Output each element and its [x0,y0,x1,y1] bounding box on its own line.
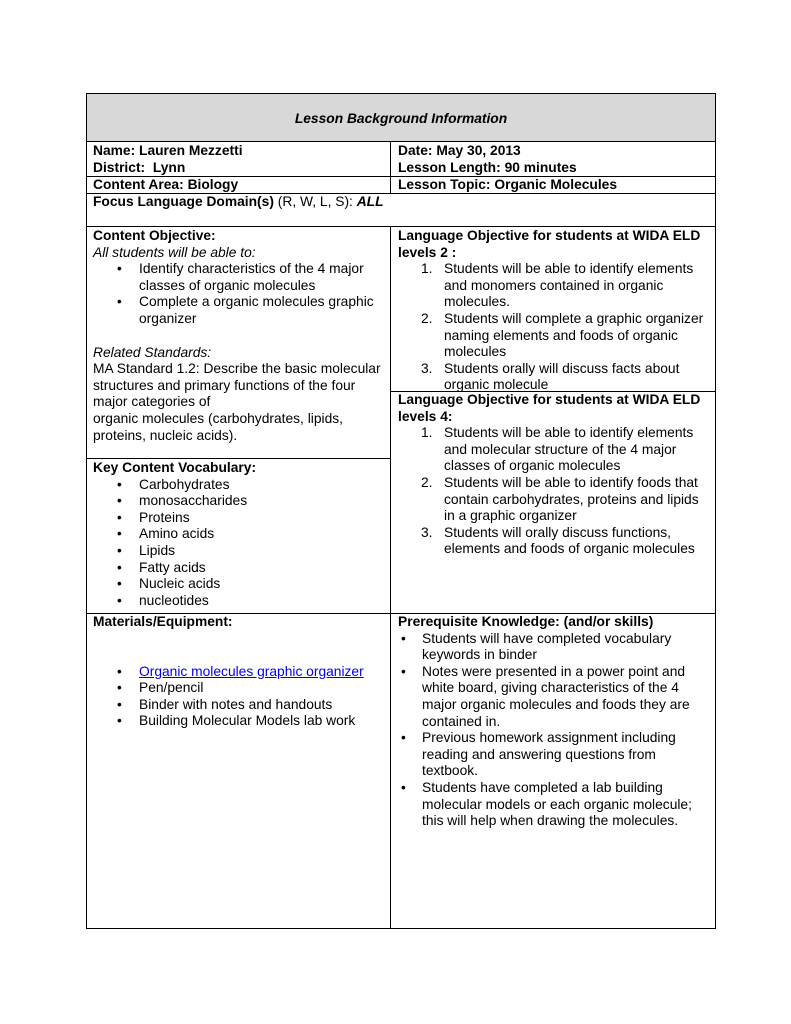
lesson-title: Lesson Background Information [294,111,508,126]
list-item: • Lipids [93,543,390,560]
list-item: • Notes were presented in a power point and white board, giving characteristics of the 4 major organic molecules and foods they are contained in. [398,664,708,730]
standards-text-cont: organic molecules (carbohydrates, lipids, proteins, nucleic acids). [93,410,343,443]
lang-obj-2-heading: Language Objective for students at WIDA ELD levels 2 : [398,228,701,260]
list-item: • Fatty acids [93,560,390,577]
list-item: 1. Students will be able to identify elements and molecular structure of the 4 major classes of organic molecules [421,425,694,474]
list-item: 3. Students orally will discuss facts about organic molecule [421,360,680,393]
district-row: District: Lynn [93,160,186,175]
list-item: • Complete a organic molecules graphic organizer [93,294,384,327]
content-objective-list [93,261,384,327]
list-item: • Amino acids [93,526,390,543]
list-item: • Proteins [93,510,390,527]
language-objective-level-4 [391,392,716,558]
lesson-topic-row: Lesson Topic: Organic Molecules [398,177,618,192]
focus-domain-row: Focus Language Domain(s) (R, W, L, S): ALL [93,194,384,209]
standards-heading: Related Standards: [93,344,212,360]
language-objective-level-2 [391,228,716,394]
content-objective-heading: Content Objective: [93,228,216,243]
lang-obj-4-heading: Language Objective for students at WIDA ELD levels 4: [398,392,701,424]
list-item: • Binder with notes and handouts [93,697,390,714]
list-item: • Pen/pencil [93,680,390,697]
vocabulary-list [93,477,390,610]
prerequisite-heading: Prerequisite Knowledge: (and/or skills) [398,614,654,629]
table-header [86,93,716,142]
vocabulary-cell [86,460,390,609]
materials-heading: Materials/Equipment: [93,614,233,629]
list-item: • monosaccharides [93,493,390,510]
list-item: • Previous homework assignment including reading and answering questions from textbook. [398,730,708,780]
list-item: • Students will have completed vocabulary keywords in binder [398,631,708,664]
list-item: 3. Students will orally discuss functions, elements and foods of organic molecules [421,524,695,557]
list-item: 2. Students will be able to identify foods that contain carbohydrates, proteins and lipids in a graphic organizer [421,474,699,524]
materials-list [93,664,390,730]
materials-cell [86,614,390,730]
lesson-length-row: Lesson Length: 90 minutes [398,160,577,175]
vocabulary-heading: Key Content Vocabulary: [93,460,257,475]
list-item: • Identify characteristics of the 4 major classes of organic molecules [93,261,384,294]
date-row: Date: May 30, 2013 [398,143,521,158]
list-item: • nucleotides [93,593,390,610]
list-item: • Nucleic acids [93,576,390,593]
list-item: • Carbohydrates [93,477,390,494]
graphic-organizer-link[interactable]: Organic molecules graphic organizer [139,663,364,679]
name-row: Name: Lauren Mezzetti [93,143,243,158]
list-item [93,664,390,681]
list-item: • Building Molecular Models lab work [93,713,390,730]
prerequisite-list [398,631,708,830]
list-item: 2. Students will complete a graphic organizer naming elements and foods of organic molecules [421,310,704,360]
standards-text: MA Standard 1.2: Describe the basic molecular structures and primary functions of the four major categories of [93,361,381,410]
lang-obj-2-list [398,261,708,394]
list-item: 1. Students will be able to identify elements and monomers contained in organic molecules. [421,261,694,310]
list-item: • Students have completed a lab building molecular models or each organic molecule; this will help when drawing the molecules. [398,780,708,830]
content-objective-intro: All students will be able to: [93,244,256,260]
prerequisite-cell [391,614,716,830]
content-area-row: Content Area: Biology [93,177,239,192]
lang-obj-4-list [398,425,708,558]
content-objective-cell [86,228,390,444]
